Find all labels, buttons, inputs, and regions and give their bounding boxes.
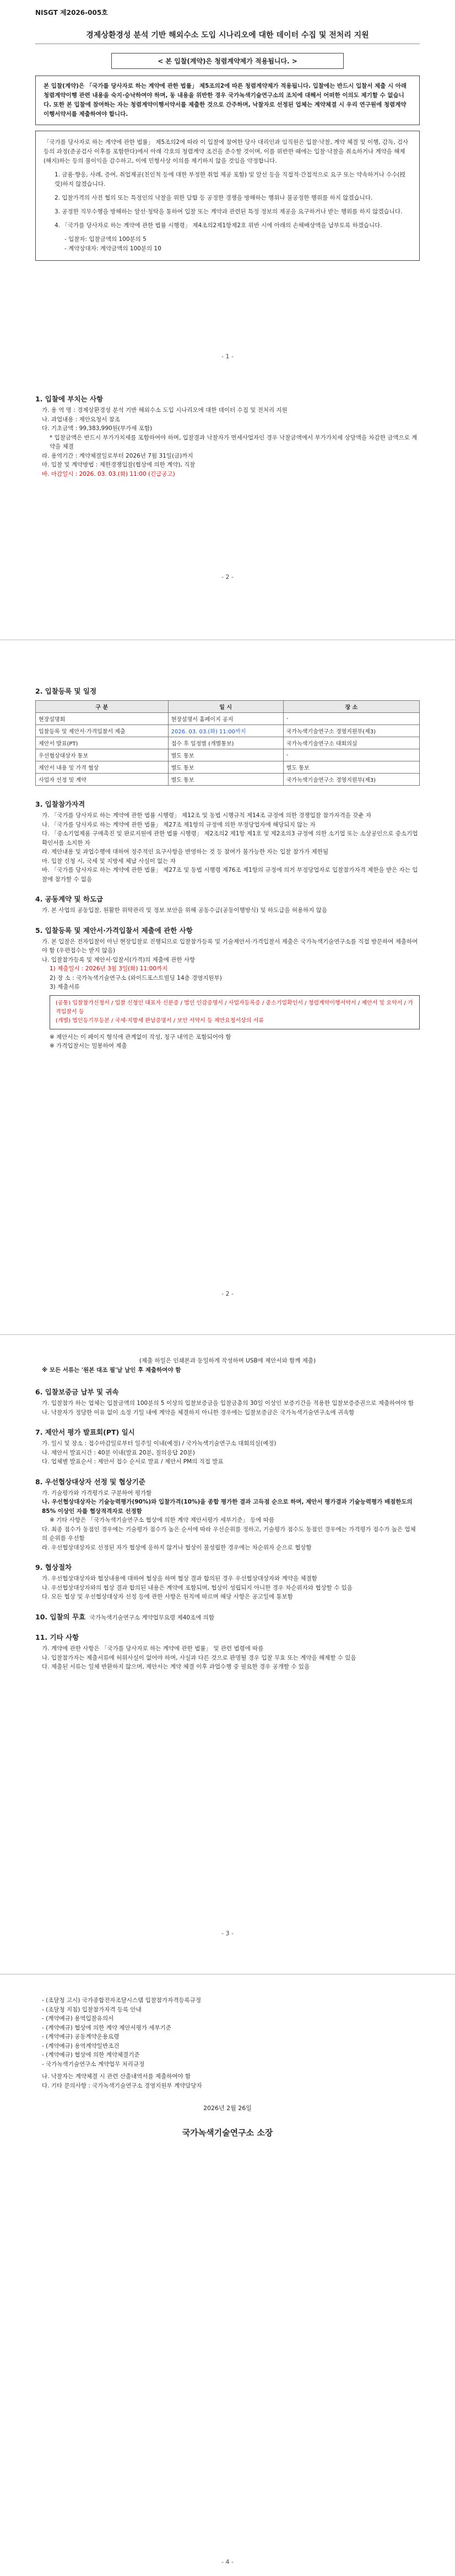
regulation-item: - (계약예규) 공동계약운용요령 — [42, 2033, 120, 2040]
page-3 — [0, 1356, 455, 1672]
section-line: 가. 계약에 관한 사항은 「국가를 당사자로 하는 계약에 관한 법률」 및 관련 법령에 따름 — [42, 1645, 264, 1652]
page-2 — [0, 678, 455, 1051]
section-line: 다. 기타 문의사항 : 국가녹색기술연구소 경영지원부 계약담당자 — [42, 2082, 202, 2089]
table-cell: 국가녹색기술연구소 경영지원부(제3) — [283, 774, 419, 786]
regulation-item: - (조달청 지침) 입찰참가자격 등록 안내 — [42, 2006, 142, 2013]
section-line: 다. 모든 협상 및 우선협상대상자 선정 등에 관한 사항은 원칙에 따르며 해당 사항은 공고일에 통보함 — [42, 1593, 293, 1600]
signature-name: 국가녹색기술연구소 소장 — [182, 2128, 273, 2138]
regulation-item: - 국가녹색기술연구소 계약업무 처리규정 — [42, 2060, 145, 2068]
table-cell: 제안서 발표(PT) — [36, 737, 169, 749]
page-number: - 2 - — [221, 1290, 234, 1297]
section-line: 가. 용 역 명 : 경제상환경성 분석 기반 해외수소 도입 시나리오에 대한 데이터 수집 및 전처리 지원 — [42, 407, 288, 414]
section-line: 가. 기술평가와 가격평가로 구분하여 평가함 — [42, 1489, 152, 1496]
section-title: 5. 입찰등록 및 제안서·가격입찰서 제출에 관한 사항 — [35, 926, 193, 935]
section-line: 라. 용역기간 : 계약체결일로부터 2026년 7월 31일(금)까지 — [42, 452, 193, 459]
table-row — [36, 737, 420, 749]
conditions-intro: 「국가를 당사자로 하는 계약에 관한 법률」 제5조의2에 따라 이 입찰에 참여한 당사 대리인과 임직원은 입찰·낙찰, 계약 체결 및 이행, 감독, 검사 등의 과정(준공검사 이후를 포함한다)에서 아래 각호의 청렴계약 조건을 준수할 것이며, 이를 위반한 때에는 입찰·낙찰을 취소하거나 계약을 해제(해지)하는 등의 불이익을 감수하고, 이에 민형사상 이의를 제기하지 않을 것임을 약정합니다. — [44, 139, 409, 164]
table-cell: 접수 후 일정별 (개별통보) — [168, 737, 283, 749]
section-line: 나. 제안서 발표시간 : 40분 이내(발표 20분, 질의응답 20분) — [42, 1449, 195, 1456]
table-cell: 제안서 내용 및 가격 협상 — [36, 761, 169, 774]
section-10 — [35, 1612, 420, 1623]
regulation-item: - (계약예규) 용역계약일반조건 — [42, 2042, 120, 2049]
table-cell: 국가녹색기술연구소 대회의실 — [283, 737, 419, 749]
section-line: 가. 입찰참가 하는 업체는 입찰금액의 100분의 5 이상의 입찰보증금을 입찰금총의 30일 이상인 보증기간을 적용한 입찰보증증권으로 제출하여야 함 — [42, 1400, 414, 1407]
section-line: 국가녹색기술연구소 계약업무요령 제40조에 의함 — [89, 1614, 214, 1621]
section-note: ※ 제안서는 이 페이지 형식에 관계없이 작성, 청구 내역은 포함되어야 함 — [50, 1033, 231, 1040]
table-cell: 국가녹색기술연구소 경영지원부(제3) — [283, 725, 419, 737]
table-row — [36, 713, 420, 725]
section-line: 나. 과업내용 : 제안요청서 참조 — [42, 416, 120, 423]
section-line: 나. 낙찰자가 정당한 이유 없이 소정 기일 내에 계약을 체결하지 아니한 경우에는 입찰보증금은 국가녹색기술연구소에 귀속함 — [42, 1409, 355, 1416]
section-1 — [0, 386, 455, 479]
section-line: 라. 우선협상대상자로 선정된 자가 협상에 응하지 않거나 협상이 불성립한 경우에는 차순위자 순으로 협상함 — [42, 1544, 312, 1551]
required-docs-common: (공통) 입찰참가신청서 / 입찰 신청인 대표자 신분증 / 법인 인감증명서 / 사업자등록증 / 중소기업확인서 / 청렴계약이행서약서 / 제안서 및 요약서 / 가격입찰서 등 — [56, 1000, 413, 1015]
page-number: - 3 - — [221, 1930, 234, 1937]
table-cell: 현장설명회 — [36, 713, 169, 725]
section-title: 2. 입찰등록 및 일정 — [35, 687, 97, 695]
table-cell: 우선협상대상자 통보 — [36, 749, 169, 761]
conditions-list — [55, 170, 411, 254]
section-line: 가. 본 사업의 공동입찰, 원활한 위탁관리 및 정보 보안을 위해 공동수급(공동이행방식) 및 하도급을 허용하지 않음 — [42, 907, 328, 914]
section-line: 2) 장 소 : 국가녹색기술연구소 (와이드포스트빌딩 14층 경영지원부) — [50, 974, 222, 981]
table-cell: 별도 통보 — [283, 761, 419, 774]
required-documents-box — [50, 995, 420, 1029]
regulation-item: - (계약예규) 협상에 의한 계약체결기준 — [42, 2052, 140, 2058]
section-line: 가. 본 입찰은 전자입찰이 아닌 현장입찰로 진행되므로 입찰참가등록 및 기술제안서·가격입찰서 제출은 국가녹색기술연구소를 직접 방문하여 제출하여야 함 (우편접수는 받지 않음) — [42, 938, 418, 954]
section-title: 7. 제안서 평가 발표회(PT) 일시 — [35, 1428, 135, 1436]
table-cell: 별도 통보 — [168, 774, 283, 786]
section-line: 나. 낙찰자는 계약체결 시 관련 산출내역서를 제출하여야 함 — [42, 2073, 191, 2080]
usb-note: (제출 하일은 인쇄본과 동일하게 작성하며 USB에 제안서와 함께 제출) — [139, 1357, 316, 1364]
schedule-table — [35, 700, 420, 786]
section-title: 11. 기타 사항 — [35, 1633, 79, 1641]
submission-deadline: 1) 제출일시 : 2026년 3월 3일(화) 11:00까지 — [50, 965, 168, 972]
table-header: 장 소 — [283, 701, 419, 713]
deadline-line: 바. 마감일시 : 2026. 03. 03.(화) 11:00 (긴급공고) — [42, 470, 175, 477]
regulation-item: - (계약예규) 용역입찰유의서 — [42, 2015, 114, 2022]
section-title: 1. 입찰에 부치는 사항 — [35, 395, 104, 403]
section-line: 나. 우선협상대상자와의 협상 결과 합의된 내용은 계약에 포함되며, 협상이 성립되지 아니한 경우 차순위자와 협상할 수 있음 — [42, 1584, 353, 1591]
condition-item: 4. 「국가를 당사자로 하는 계약에 관한 법률 시행령」 제4조의2제1항제2호 위반 시에 아래의 손해배상액을 납부토록 하겠습니다. — [55, 222, 382, 229]
section-note: ※ 가격입찰서는 밀봉하여 제출 — [50, 1043, 127, 1049]
section-line: 다. 기초금액 : 99,383,990원(부가세 포함) — [42, 425, 153, 432]
section-line: 나. 「국가를 당사자로 하는 계약에 관한 법률」 제27조 제1항의 규정에 의한 부정당업자에 해당되지 않는 자 — [42, 821, 316, 828]
section-line: 가. 「국가를 당사자로 하는 계약에 관한 법률 시행령」 제12조 및 동법 시행규칙 제14조 규정에 의한 경쟁입찰 참가자격을 갖춘 자 — [42, 812, 371, 819]
condition-subitem: - 계약상대자: 계약금액의 100분의 10 — [64, 245, 161, 252]
document-title: 경제상환경성 분석 기반 해외수소 도입 시나리오에 대한 데이터 수집 및 전처리 지원 — [35, 29, 420, 44]
section-title: 6. 입찰보증금 납부 및 귀속 — [35, 1388, 119, 1396]
section-note: ※ 기타 사항은 「국가녹색기술연구소 협상에 의한 계약 제안서평가 세부기준」 등에 따름 — [50, 1517, 275, 1523]
regulation-item: - (조달청 고시) 국가종합전자조달시스템 입찰참가자격등록규정 — [42, 1997, 202, 2004]
table-header: 일 시 — [168, 701, 283, 713]
section-title: 3. 입찰참가자격 — [35, 800, 85, 808]
page-number: - 1 - — [221, 353, 234, 360]
signature-date: 2026년 2월 26일 — [203, 2105, 252, 2112]
section-line: 바. 「국가를 당사자로 하는 계약에 관한 법률」 제27조 및 동법 시행령 제76조 제1항의 규정에 의거 부정당업자로 입찰참가자격 제한을 받은 자는 입찰에 참가할 수 없음 — [42, 867, 418, 883]
page-1 — [0, 0, 455, 261]
table-row — [36, 774, 420, 786]
condition-item: 1. 금품·향응, 사례, 증여, 취업제공(친인척 등에 대한 부정한 취업 제공 포함) 및 알선 등을 직접적·간접적으로 요구 또는 약속하거나 수수(授受)하지 않겠습니다. — [55, 171, 406, 187]
section-line: 마. 입찰 신청 시, 국세 및 지방세 체납 사실이 없는 자 — [42, 857, 176, 865]
table-cell: 2026. 03. 03.(화) 11:00까지 — [168, 725, 283, 737]
section-note: * 입찰금액은 반드시 부가가치세를 포함하여야 하며, 입찰결과 낙찰자가 면세사업자인 경우 낙찰금액에서 부가가치세 상당액을 차감한 금액으로 계약을 체결 — [50, 434, 418, 450]
section-title: 8. 우선협상대상자 선정 및 협상기준 — [35, 1477, 145, 1486]
section-line: 다. 최종 점수가 동점인 경우에는 기술평가 점수가 높은 순서에 따라 우선순위를 정하고, 기술평가 점수도 동점인 경우에는 가격평가 점수가 높은 업체의 순위를 우선함 — [42, 1526, 416, 1542]
table-cell: 별도 통보 — [168, 761, 283, 774]
table-cell: - — [283, 713, 419, 725]
integrity-conditions-box — [35, 131, 420, 261]
table-cell: 사업자 선정 및 계약 — [36, 774, 169, 786]
section-line: 라. 제안내용 및 과업수행에 대하여 정주적인 요구사항을 반영하는 것 등 참여가 불가능한 자는 입찰 참가가 제한됨 — [42, 849, 328, 855]
document-number: NISGT 제2026-005호 — [35, 9, 108, 17]
section-line: 마. 입찰 및 계약방법 : 제한경쟁입찰(협상에 의한 계약), 직찰 — [42, 461, 196, 468]
page-number: - 4 - — [221, 2558, 234, 2566]
section-title: 4. 공동계약 및 하도급 — [35, 895, 104, 903]
table-header: 구 분 — [36, 701, 169, 713]
integrity-notice: 본 입찰(계약)은 「국가를 당사자로 하는 계약에 관한 법률」 제5조의2에 따른 청렴계약제가 적용됩니다. 입찰에는 반드시 입찰서 제출 시 아래 청렴계약이행 관련 내용을 숙지·승낙하여야 하며, 동 내용을 위반한 경우 국가녹색기술연구소의 조치에 대해서 어떠한 이의도 제기할 수 없습니다. 또한 본 입찰에 참여하는 자는 청렴계약이행서약서를 제출한 것으로 간주하며, 낙찰자로 선정된 업체는 계약체결 시 우리 연구원에 청렴계약이행서약서를 제출하여야 합니다. — [35, 76, 420, 125]
condition-subitem: - 입찰자: 입찰금액의 100분의 5 — [64, 236, 147, 243]
original-copy-note: ※ 모든 서류는 '원본 대조 필'날 날인 후 제출하여야 함 — [42, 1366, 181, 1373]
table-cell: 현장설명서 홈페이지 공지 — [168, 713, 283, 725]
regulation-item: - (계약예규) 협상에 의한 계약 제안서평가 세부기준 — [42, 2024, 171, 2031]
section-line: 가. 일시 및 장소 : 접수마감일로부터 일주일 이내(예정) / 국가녹색기술연구소 대회의실(예정) — [42, 1440, 277, 1447]
condition-item: 3. 공정한 직무수행을 방해하는 알선·청탁을 통하여 입찰 또는 계약과 관련된 특정 정보의 제공을 요구하거나 받는 행위를 하지 않겠습니다. — [55, 208, 403, 215]
section-title: 10. 입찰의 무효 — [35, 1612, 86, 1621]
section-line: 3) 제출서류 — [50, 984, 80, 990]
table-cell: 별도 통보 — [168, 749, 283, 761]
section-line: 가. 우선협상대상자와 협상내용에 대하여 협상을 하며 협상 결과 합의된 경우 우선협상대상자와 계약을 체결함 — [42, 1575, 317, 1582]
section-line: 나. 우선협상대상자는 기술능력평가(90%)와 입찰가격(10%)을 종합 평가한 결과 고득점 순으로 하며, 제안서 평가결과 기술능력평가 배점한도의 85% 이상인 자를 협상적격자로 선정함 — [42, 1499, 413, 1515]
page-4 — [0, 1996, 455, 2138]
condition-item: 2. 입찰가격의 사전 협의 또는 특정인의 낙찰을 위한 담합 등 공정한 경쟁을 방해하는 행위나 불공정한 행위를 하지 않겠습니다. — [55, 195, 373, 201]
section-line: 다. 제출된 서류는 일체 반환하지 않으며, 제안서는 계약 체결 이후 과업수행 중 필요한 경우 공개할 수 있음 — [42, 1663, 310, 1670]
table-row — [36, 725, 420, 737]
section-title: 9. 협상절차 — [35, 1563, 72, 1571]
table-cell: 입찰등록 및 제안서·가격입찰서 제출 — [36, 725, 169, 737]
table-row — [36, 761, 420, 774]
page-number: - 2 - — [221, 573, 234, 581]
section-line: 다. 「중소기업제품 구매촉진 및 판로지원에 관한 법률 시행령」 제2조의2 제1항 제1호 및 제2조의3 규정에 의한 소기업 또는 소상공인으로 중소기업확인서를 소지한 자 — [42, 830, 418, 846]
integrity-banner: < 본 입찰(계약)은 청렴계약제가 적용됩니다. > — [111, 53, 344, 69]
table-cell: - — [283, 749, 419, 761]
section-line: 나. 입찰참가등록 및 제안서·입찰서(가격)의 제출에 관한 사항 — [42, 956, 196, 963]
required-docs-individual: (개별) 법인등기부등본 / 국세·지방세 완납증명서 / 보안 서약서 등 제안요청서상의 서류 — [56, 1017, 264, 1024]
table-row — [36, 749, 420, 761]
section-line: 나. 입찰참가자는 제출서류에 허위사실이 없어야 하며, 사실과 다른 것으로 판명될 경우 입찰 무효 또는 계약을 해제할 수 있음 — [42, 1654, 356, 1661]
section-line: 다. 업체별 발표순서 : 제안서 접수 순서로 발표 / 제안서 PM의 직접 발표 — [42, 1458, 224, 1465]
